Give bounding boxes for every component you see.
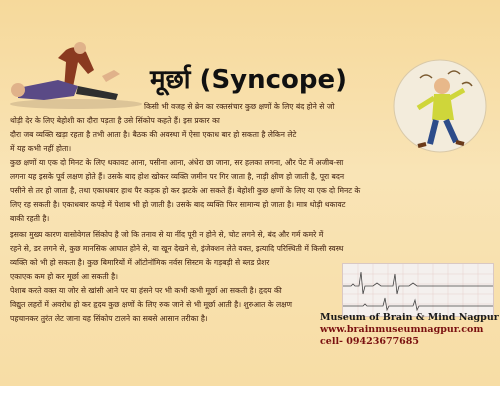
text-line: एकाएक कम हो कर मूर्छा आ सकती है।	[10, 272, 118, 281]
text-line: कुछ क्षणों या एक दो मिनट के लिए थकावट आना, पसीना आना, अंधेरा छा जाना, सर हलका लगना, और पेट में अजीब-सा	[10, 158, 344, 167]
page-title: मूर्छा (Syncope)	[150, 65, 348, 95]
museum-website[interactable]: www.brainmuseumnagpur.com	[320, 324, 484, 335]
museum-name: Museum of Brain & Mind Nagpur	[320, 312, 499, 323]
text-line: में यह कभी नहीं होता।	[10, 144, 72, 153]
text-line: बाकी रहती है।	[10, 214, 50, 223]
text-line: किसी भी वजह से ब्रेन का रक्तसंचार कुछ क्षणों के लिए बंद होने से जो	[144, 102, 335, 111]
paragraph-definition	[10, 100, 390, 156]
paragraph-symptoms	[10, 156, 492, 226]
dizzy-man-illustration	[390, 56, 490, 156]
text-line: लिए रह सकती है। एकाधबार कपड़े में पेशाब भी हो जाती है। उसके बाद व्यक्ति फिर सामान्य हो जाता है। मात्र थोड़ी थकावट	[10, 200, 346, 209]
text-line: विद्युत लहरों में अवरोध हो कर हृदय कुछ क्षणों के लिए रुक जाने से भी मूर्छा आती है। शुरुआत के लक्षण	[10, 300, 293, 309]
text-line: पसीने से तर हो जाता है, तथा एकाधबार हाथ पैर कड़क हो कर झटके आ सकते हैं। बेहोशी कुछ क्षणों के लिए या एक दो मिनट के	[10, 186, 361, 195]
text-line: इसका मुख्य कारण वासोवेगल सिंकोप है जो कि तनाव से या नींद पूरी न होने से, चोट लगने से, बंद और गर्म कमरे में	[10, 230, 324, 239]
text-line: पेशाब करते वक्त या जोर से खांसी आने पर या हंसने पर भी कभी कभी मूर्छा आ सकती है। हृदय की	[10, 286, 282, 295]
text-line: पहचानकर तुरंत लेट जाना यह सिंकोप टालने का सबसे आसान तरीका है।	[10, 314, 208, 323]
text-line: रहने से, डर लगने से, कुछ मानसिक आघात होने से, या खून देखने से, इंजेक्शन लेते वक्त, इत्यादि परिस्थिती में किसी स्वस्थ	[10, 244, 344, 253]
text-line: थोड़ी देर के लिए बेहोशी का दौरा पड़ता है उसे सिंकोप कहते हैं। इस प्रकार का	[10, 116, 220, 125]
ecg-trace-image	[342, 263, 494, 317]
museum-phone: cell- 09423677685	[320, 336, 420, 347]
text-line: दौरा जब व्यक्ति खड़ा रहता है तभी आता है। बैठक की अवस्था में ऐसा एकाध बार हो सकता है लेकिन लेटे	[10, 130, 297, 139]
paragraph-other-causes	[10, 270, 310, 326]
text-line: लगना यह इसके पूर्व लक्षण होते हैं। उसके बाद होश खोकर व्यक्ति जमीन पर गिर जाता है, नाड़ी क्षीण हो जाती है, पूरा बदन	[10, 172, 345, 181]
museum-contact-block	[320, 312, 499, 348]
text-line: व्यक्ति को भी हो सकता है। कुछ बिमारियों में ऑटोनॉमिक नर्वस सिस्टम के गड़बड़ी से ब्लड प्रेशर	[10, 258, 270, 267]
